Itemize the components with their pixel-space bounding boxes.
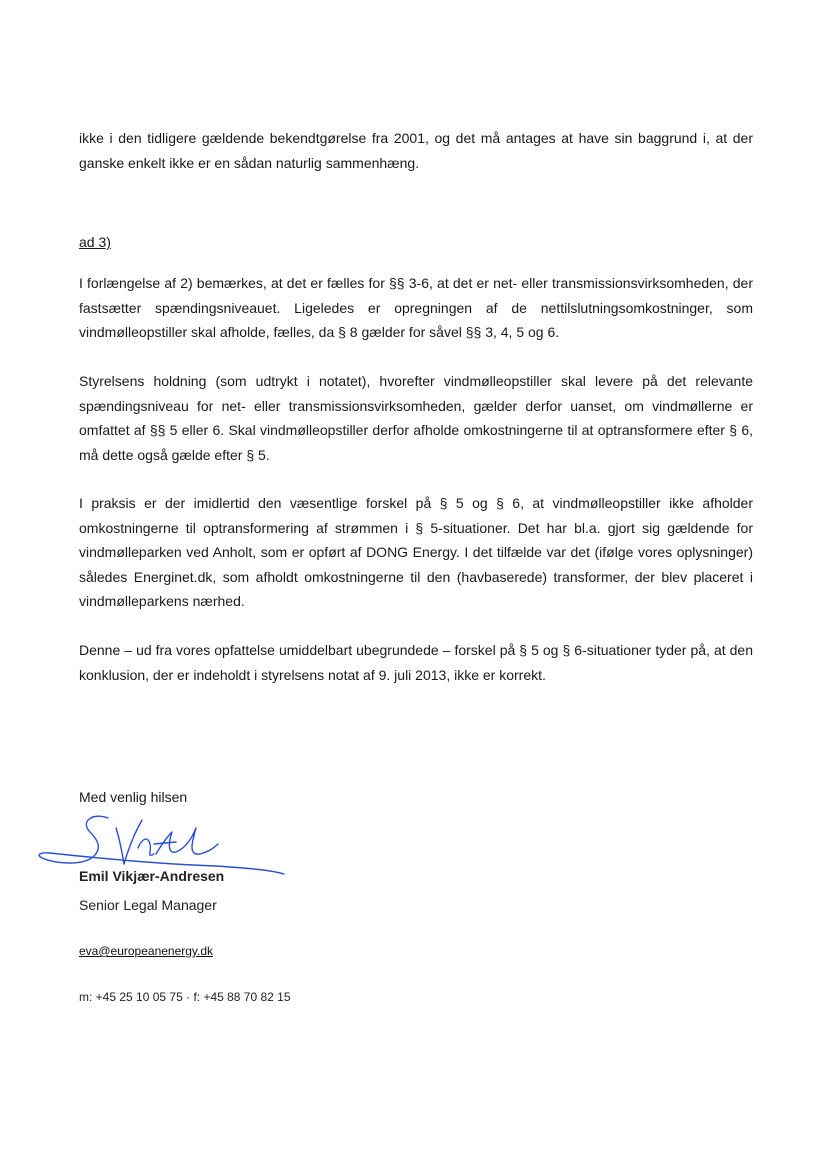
paragraph-text: ikke i den tidligere gældende bekendtgørelse fra 2001, og det må antages at have sin baggrund i, at der ganske enkelt ikke er en sådan naturlig sammenhæng. bbox=[79, 130, 753, 171]
paragraph-text: Denne – ud fra vores opfattelse umiddelbart ubegrundede – forskel på § 5 og § 6-situationer tyder på, at den konklusion, der er indeholdt i styrelsens notat af 9. juli 2013, ikke er korrekt. bbox=[79, 642, 753, 683]
paragraph-text: Styrelsens holdning (som udtrykt i notatet), hvorefter vindmølleopstiller skal levere på det relevante spændingsniveau for net- eller transmissionsvirksomheden, gælder derfor uanset, om vindmøllerne er omfattet af §§ 5 eller 6. Skal vindmølleopstiller derfor afholde omkostningerne til at optransformere efter § 6, må dette også gælde efter § 5. bbox=[79, 373, 753, 463]
phone-separator: · bbox=[186, 990, 191, 1004]
signatory-name: Emil Vikjær-Andresen bbox=[79, 868, 225, 884]
mobile-number: m: +45 25 10 05 75 bbox=[79, 990, 183, 1004]
section-heading: ad 3) bbox=[79, 234, 111, 250]
paragraph-conclusion bbox=[79, 638, 753, 687]
paragraph-practice bbox=[79, 491, 753, 614]
closing-greeting: Med venlig hilsen bbox=[79, 789, 188, 805]
paragraph-text: I forlængelse af 2) bemærkes, at det er fælles for §§ 3-6, at det er net- eller transmissionsvirksomheden, der fastsætter spændingsniveauet. Ligeledes er opregningen af de nettilslutningsomkostninger, som vindmølleopstiller skal afholde, fælles, da § 8 gælder for såvel §§ 3, 4, 5 og 6. bbox=[79, 275, 753, 341]
paragraph-agency-position bbox=[79, 369, 753, 467]
email-link[interactable]: eva@europeanenergy.dk bbox=[79, 944, 214, 958]
signatory-title: Senior Legal Manager bbox=[79, 897, 217, 913]
paragraph-scope bbox=[79, 271, 753, 345]
contact-phones bbox=[79, 990, 291, 1004]
paragraph-text: I praksis er der imidlertid den væsentlige forskel på § 5 og § 6, at vindmølleopstiller ikke afholder omkostningerne til optransformering af strømmen i § 5-situationer. Det har bl.a. gjort sig gældende for vindmølleparken ved Anholt, som er opført af DONG Energy. I det tilfælde var det (ifølge vores oplysninger) således Energinet.dk, som afholdt omkostningerne til den (havbaserede) transformer, der blev placeret i vindmølleparkens nærhed. bbox=[79, 495, 753, 610]
paragraph-intro bbox=[79, 126, 753, 175]
fax-number: f: +45 88 70 82 15 bbox=[193, 990, 291, 1004]
